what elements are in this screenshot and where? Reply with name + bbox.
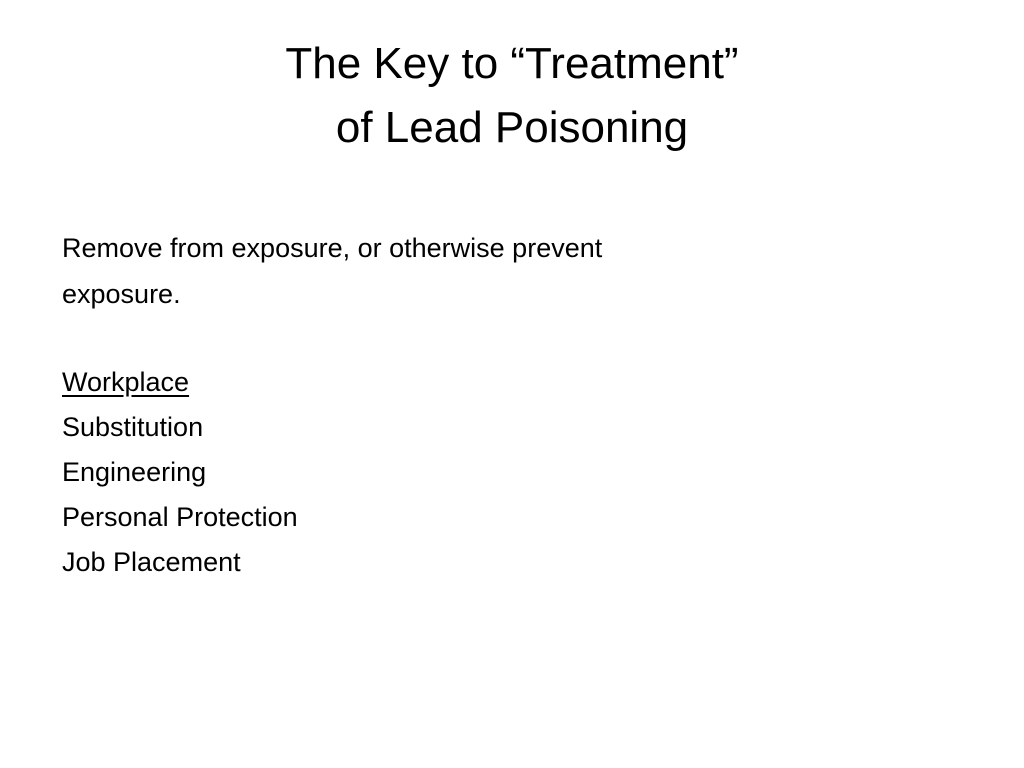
title-line-2: of Lead Poisoning — [335, 103, 689, 152]
section-heading-workplace: Workplace — [62, 367, 190, 397]
title-line-1: The Key to “Treatment” — [285, 39, 739, 88]
list-item-engineering: Engineering — [62, 457, 207, 487]
list-item-substitution: Substitution — [62, 412, 204, 442]
intro-line-2: exposure. — [62, 279, 181, 309]
slide-title — [0, 32, 1024, 160]
slide-body — [62, 225, 962, 585]
intro-line-1: Remove from exposure, or otherwise prevent — [62, 233, 603, 263]
list-item-job-placement: Job Placement — [62, 547, 241, 577]
spacer — [62, 317, 962, 360]
list-item-personal-protection: Personal Protection — [62, 502, 298, 532]
